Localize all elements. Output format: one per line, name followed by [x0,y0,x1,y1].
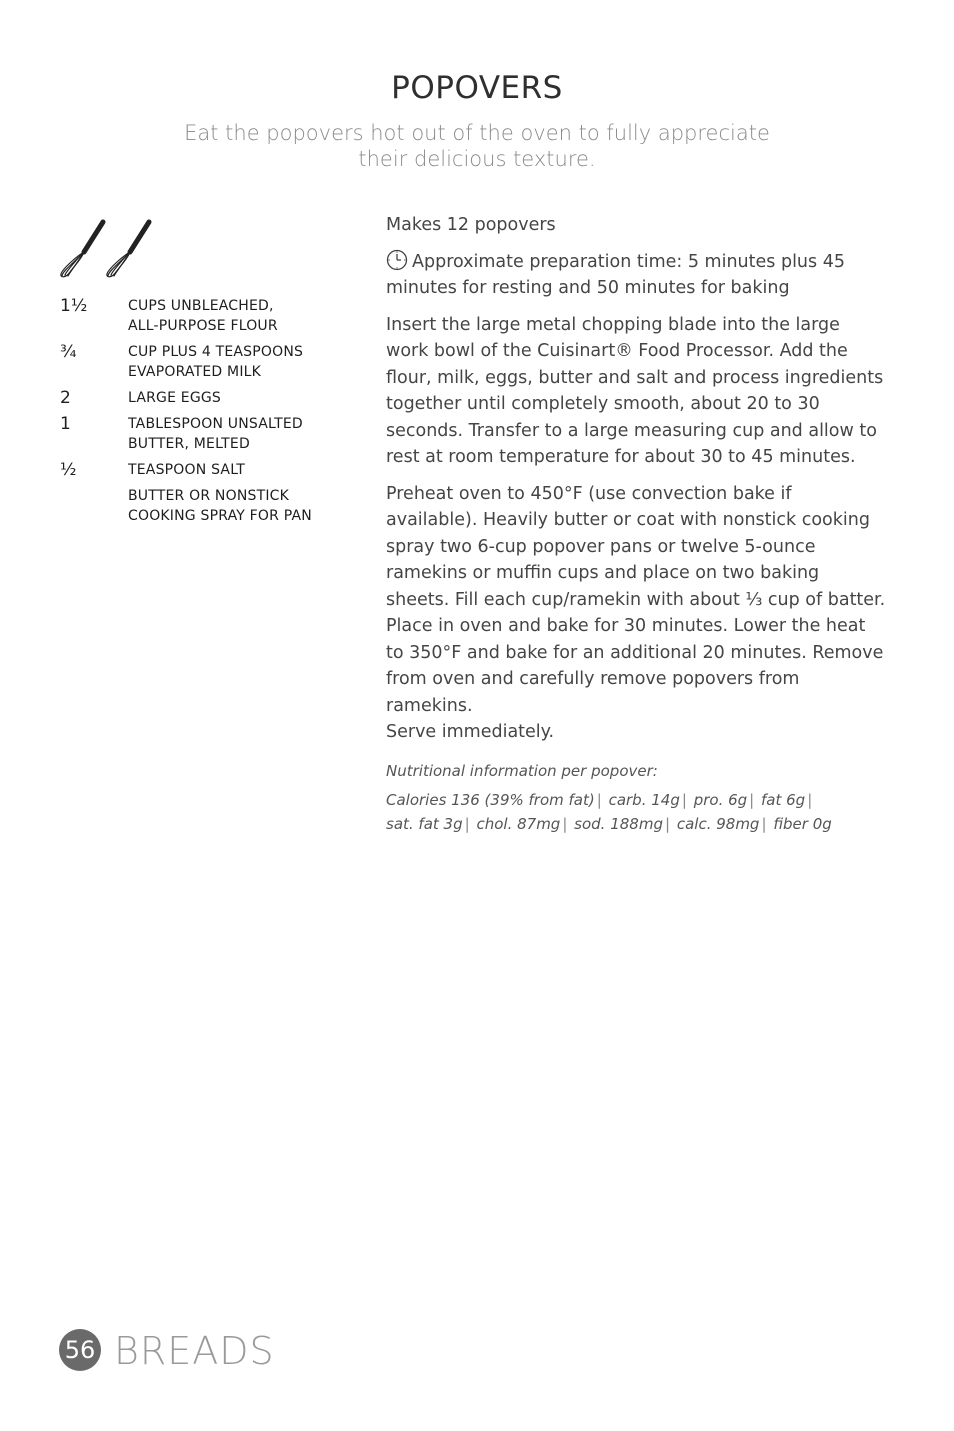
subtitle-line-2: their delicious texture. [358,147,596,171]
recipe-yield: Makes 12 popovers [386,215,556,235]
recipe-subtitle [0,120,954,172]
ingredient-line: EVAPORATED MILK [128,364,262,380]
ingredient-item [60,460,350,480]
nutrition-item: pro. 6g [693,790,748,809]
ingredient-quantity: 2 [60,388,71,408]
nutrition-item: calc. 98mg [676,814,760,833]
whisk-icon [56,214,166,284]
ingredient-quantity: ½ [60,460,77,480]
section-title: BREADS [114,1329,275,1373]
prep-time [386,249,886,302]
ingredient-item [60,486,350,526]
nutrition-item: sod. 188mg [574,814,663,833]
ingredient-line: BUTTER, MELTED [128,436,250,452]
ingredient-quantity: 1½ [60,296,88,316]
ingredient-line: BUTTER OR NONSTICK [128,488,290,504]
ingredient-line: COOKING SPRAY FOR PAN [128,508,312,524]
ingredient-item [60,296,350,336]
ingredient-quantity [60,486,128,526]
ingredient-description [128,486,312,526]
recipe-method [386,212,886,836]
step-2 [386,481,886,746]
recipe-title: POPOVERS [391,70,563,106]
nutrition-item: fat 6g [761,790,806,809]
step-2-text: Preheat oven to 450°F (use convection bake if available). Heavily butter or coat with nonstick cooking spray two 6-cup popover pans or twelve 5-ounce ramekins or muffin cups and place on two baking sheets. Fill each cup/ramekin with about ⅓ cup of batter. Place in oven and bake for 30 minutes. Lower the heat to 350°F and bake for an additional 20 minutes. Remove from oven and carefully remove popovers from ramekins. [386,483,886,716]
nutrition-item: carb. 14g [608,790,680,809]
ingredient-description [128,342,303,382]
ingredient-line: TEASPOON SALT [128,462,246,478]
ingredient-line: CUPS UNBLEACHED, [128,298,274,314]
prep-time-text: Approximate preparation time: 5 minutes plus 45 minutes for resting and 50 minutes for baking [386,251,845,298]
step-2-end: Serve immediately. [386,722,555,742]
ingredient-quantity: 1 [60,414,71,434]
ingredient-line: ALL-PURPOSE FLOUR [128,318,278,334]
subtitle-line-1: Eat the popovers hot out of the oven to fully appreciate [184,121,770,145]
clock-icon [386,249,408,271]
ingredient-description [128,296,278,336]
page-number: 56 [59,1329,101,1371]
nutrition-item: chol. 87mg [476,814,561,833]
nutrition-item: fiber 0g [773,814,832,833]
ingredient-item [60,342,350,382]
ingredient-description [128,388,221,408]
ingredient-line: LARGE EGGS [128,390,221,406]
nutrition-heading: Nutritional information per popover: [386,761,658,780]
ingredient-list [60,296,350,532]
nutrition-facts: Calories 136 (39% from fat) | carb. 14g | pro. 6g | fat 6g | sat. fat 3g | chol. 87mg | sod. 188mg | calc. 98mg | fiber 0g [386,790,832,833]
nutrition-item: sat. fat 3g [386,814,463,833]
step-1: Insert the large metal chopping blade into the large work bowl of the Cuisinart® Food Processor. Add the flour, milk, eggs, butter and salt and process ingredients together until completely smooth, about 20 to 30 seconds. Transfer to a large measuring cup and allow to rest at room temperature for about 30 to 45 minutes. [386,314,884,467]
ingredient-item [60,388,350,408]
nutrition-item: Calories 136 (39% from fat) [386,790,595,809]
ingredient-line: TABLESPOON UNSALTED [128,416,303,432]
ingredient-description [128,414,303,454]
ingredient-quantity: ¾ [60,342,77,362]
ingredient-item [60,414,350,454]
ingredient-line: CUP PLUS 4 TEASPOONS [128,344,304,360]
ingredient-description [128,460,245,480]
